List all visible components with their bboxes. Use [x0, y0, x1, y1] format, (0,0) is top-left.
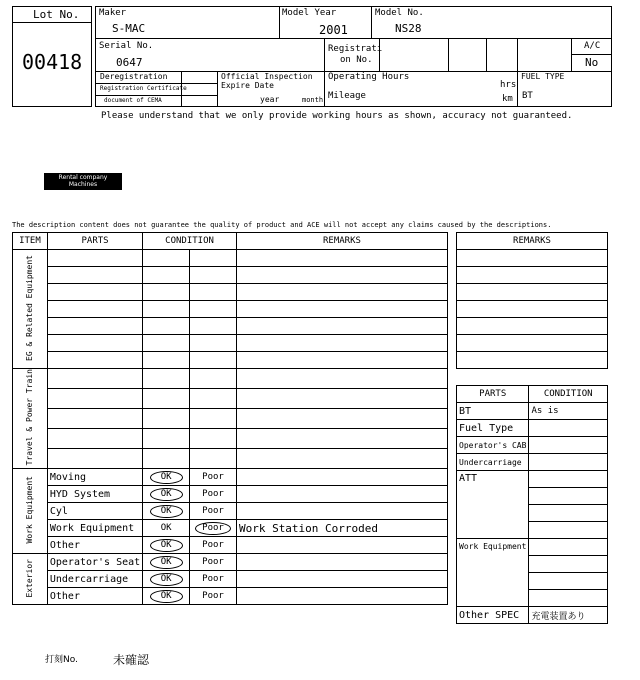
remark	[236, 537, 447, 554]
remarks-header: REMARKS	[236, 233, 447, 250]
table-row	[13, 554, 448, 571]
ok-selected: OK	[150, 471, 183, 484]
eg-section-cell	[13, 250, 48, 369]
inspection-month-label: month	[302, 96, 324, 104]
condition-header-right: CONDITION	[529, 386, 608, 403]
table-row	[457, 420, 608, 437]
mileage-label: Mileage	[328, 91, 366, 101]
rental-company-badge	[44, 173, 122, 190]
part-condition	[529, 420, 608, 437]
part-name: Operator's Seat	[47, 554, 142, 571]
travel-section-label: Travel & Power Train	[25, 369, 35, 466]
table-row	[457, 403, 608, 420]
part-name: Undercarriage	[47, 571, 142, 588]
stamp-label: 打刻No.	[45, 655, 78, 665]
table-row	[457, 454, 608, 471]
model-year-label: Model Year	[282, 8, 337, 18]
part-name: Work Equipment	[47, 520, 142, 537]
grid-line	[486, 38, 487, 71]
grid-line	[571, 54, 612, 55]
poor-option: Poor	[190, 469, 237, 486]
grid-line	[95, 83, 217, 84]
part-name: Moving	[47, 469, 142, 486]
fuel-type-label: FUEL TYPE	[521, 72, 565, 81]
grid-line	[217, 71, 218, 107]
ok-selected: OK	[150, 573, 183, 586]
hours-notice: Please understand that we only provide working hours as shown, accuracy not guaranteed.	[101, 111, 573, 121]
work-section-cell	[13, 469, 48, 554]
exterior-section-label: Exterior	[25, 558, 35, 598]
inspection-year-label: year	[260, 95, 280, 104]
condition-header: CONDITION	[143, 233, 237, 250]
badge-line-1: Rental company	[58, 174, 108, 181]
part-name: ATT	[457, 471, 529, 539]
table-row	[457, 607, 608, 624]
maker-value: S-MAC	[112, 22, 146, 35]
fuel-type-value: BT	[522, 91, 533, 101]
grid-line	[517, 38, 518, 107]
parts-condition-table	[456, 385, 608, 624]
poor-option: Poor	[190, 588, 237, 605]
table-row	[457, 437, 608, 454]
table-row	[13, 571, 448, 588]
parts-header-right: PARTS	[457, 386, 529, 403]
poor-option: Poor	[190, 554, 237, 571]
item-header: ITEM	[13, 233, 48, 250]
lot-label-divider	[12, 22, 92, 23]
part-condition: As is	[529, 403, 608, 420]
condition-table	[12, 232, 448, 605]
lot-label: Lot No.	[33, 8, 80, 21]
remark	[236, 469, 447, 486]
table-row	[13, 588, 448, 605]
ok-option: OK	[143, 520, 190, 537]
poor-option: Poor	[190, 537, 237, 554]
remark: Work Station Corroded	[236, 520, 447, 537]
remarks-header-right: REMARKS	[457, 233, 608, 250]
poor-option: Poor	[190, 486, 237, 503]
table-row	[13, 537, 448, 554]
remark	[236, 486, 447, 503]
grid-line	[95, 38, 612, 39]
model-no-value: NS28	[395, 22, 422, 35]
eg-section-label: EG & Related Equipment	[25, 254, 35, 361]
grid-line	[448, 38, 449, 71]
part-name: Other	[47, 537, 142, 554]
grid-line	[379, 38, 380, 71]
table-row	[457, 539, 608, 556]
table-row	[13, 469, 448, 486]
work-section-label: Work Equipment	[25, 476, 35, 544]
grid-line	[95, 95, 217, 96]
hours-label: Operating Hours	[328, 72, 410, 82]
lot-number: 00418	[22, 50, 83, 74]
poor-option: Poor	[190, 503, 237, 520]
mileage-unit: km	[502, 94, 513, 104]
serial-label: Serial No.	[99, 41, 154, 51]
part-name: Cyl	[47, 503, 142, 520]
ok-selected: OK	[150, 539, 183, 552]
inspection-label-1: Official Inspection	[221, 72, 313, 81]
inspection-label-2: Expire Date	[221, 81, 274, 90]
badge-line-2: Machines	[68, 181, 98, 188]
model-year-value: 2001	[319, 23, 348, 37]
grid-line	[324, 38, 325, 107]
part-name: Other SPEC	[457, 607, 529, 624]
ok-selected: OK	[150, 488, 183, 501]
part-name: BT	[457, 403, 529, 420]
part-name: Other	[47, 588, 142, 605]
part-name: Fuel Type	[457, 420, 529, 437]
cema-document-label: document of CEMA	[104, 97, 162, 104]
part-name: HYD System	[47, 486, 142, 503]
deregistration-label: Deregistration	[100, 72, 168, 81]
ac-label: A/C	[584, 41, 601, 51]
part-condition: 充電装置あり	[529, 607, 608, 624]
remarks-table	[456, 232, 608, 369]
poor-selected: Poor	[195, 522, 231, 535]
ok-selected: OK	[150, 590, 183, 603]
disclaimer: The description content does not guarantee the quality of product and ACE will not accept any claims caused by the descriptions.	[12, 221, 552, 229]
part-name: Undercarriage	[457, 454, 529, 471]
part-condition	[529, 437, 608, 454]
registration-label-2: on No.	[340, 55, 373, 65]
parts-header: PARTS	[47, 233, 142, 250]
travel-section-cell	[13, 369, 48, 469]
stamp-value: 未確認	[113, 653, 150, 667]
table-row	[13, 486, 448, 503]
maker-label: Maker	[99, 8, 127, 18]
poor-option: Poor	[190, 571, 237, 588]
remark	[236, 503, 447, 520]
part-name: Operator's CAB	[457, 437, 529, 454]
hours-unit: hrs	[500, 80, 517, 90]
ac-value: No	[585, 56, 599, 69]
registration-certificate-label: Registration Certificate	[100, 85, 187, 92]
table-row	[13, 503, 448, 520]
model-no-label: Model No.	[375, 8, 424, 18]
table-row	[13, 520, 448, 537]
exterior-section-cell	[13, 554, 48, 605]
serial-value: 0647	[116, 56, 143, 69]
registration-label-1: Registrati	[328, 44, 383, 54]
part-condition	[529, 454, 608, 471]
grid-line	[371, 6, 372, 38]
grid-line	[279, 6, 280, 38]
table-row	[457, 471, 608, 488]
part-name: Work Equipment	[457, 539, 529, 607]
ok-selected: OK	[150, 505, 183, 518]
grid-line	[571, 38, 572, 71]
ok-selected: OK	[150, 556, 183, 569]
